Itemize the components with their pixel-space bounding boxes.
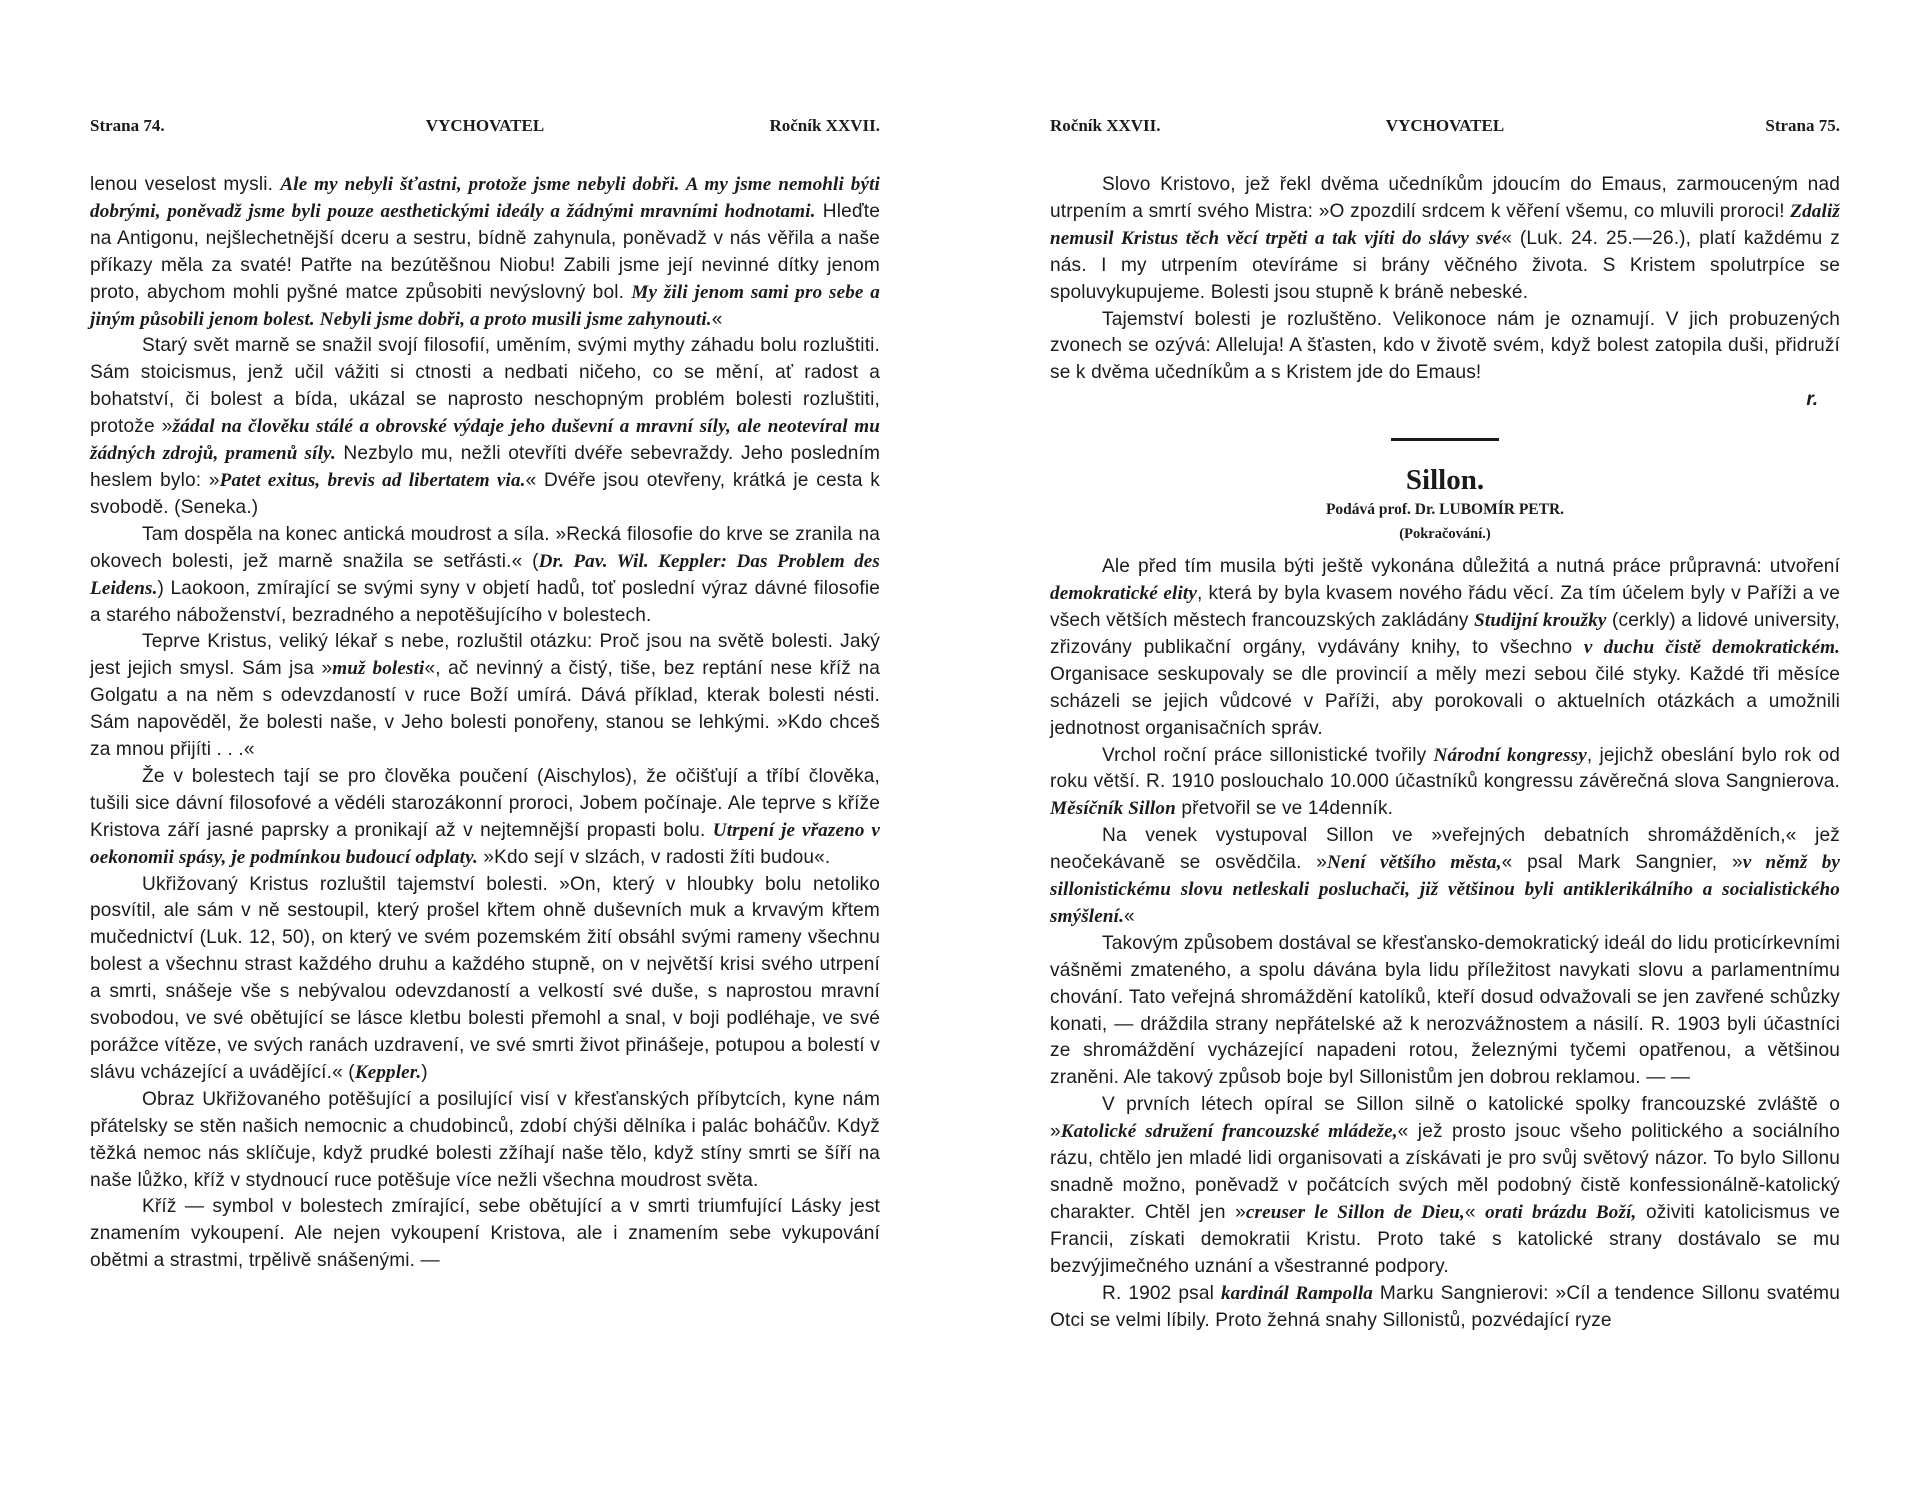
paragraph bbox=[1050, 931, 1840, 1092]
text-run: , jejichž obeslání bylo rok od roku větší. R. 1910 poslouchalo 10.000 účastníků kongressu závěrečná slova Sangnierova. bbox=[1050, 744, 1841, 793]
text-run: « (Luk. 24. 25.—26.), platí každému z nás. I my utrpením otevíráme si brány věčného života. S Kristem spolutrpíce se spoluvykupujeme. Bolesti jsou stupně k bráně nebeské. bbox=[1050, 227, 1840, 303]
paragraph bbox=[1050, 823, 1840, 931]
emphasis-text: Keppler. bbox=[354, 1061, 422, 1083]
emphasis-text: creuser le Sillon de Dieu, bbox=[1245, 1201, 1465, 1223]
text-run: Že v bolestech tají se pro člověka poučení (Aischylos), že očišťují a tříbí člověka, tušili sice dávní filosofové a vědéli starozákonní proroci, Jobem počínaje. Ale teprve s kříže Kristova září jasné paprsky a pronikají až v nejtemnější propasti bolu. bbox=[90, 765, 880, 841]
paragraph bbox=[90, 764, 880, 872]
text-run: Slovo Kristovo, jež řekl dvěma učedníkům jdoucím do Emaus, zarmouceným nad utrpením a smrtí svého Mistra: »O zpozdilí srdcem k věření všemu, co mluvili proroci! bbox=[1050, 174, 1840, 222]
emphasis-text: kardinál Rampolla bbox=[1220, 1282, 1373, 1304]
emphasis-text: v duchu čistě demokratickém. bbox=[1583, 636, 1841, 658]
emphasis-text: Národní kongressy bbox=[1433, 744, 1587, 766]
emphasis-text: Ale my nebyli šťastni, protože jsme nebyli dobři. A my jsme nemohli býti dobrými, poněvadž jsme byli pouze aesthetickými ideály a žádnými mravními hodnotami. bbox=[90, 174, 880, 222]
paragraph bbox=[1050, 554, 1840, 742]
section-title: Sillon. bbox=[1405, 464, 1485, 497]
section-divider bbox=[1391, 438, 1499, 441]
emphasis-text: Patet exitus, brevis ad libertatem via. bbox=[219, 469, 526, 491]
paragraph bbox=[1050, 172, 1840, 307]
emphasis-text: Není většího města, bbox=[1327, 852, 1502, 874]
text-run: « bbox=[1464, 1201, 1486, 1223]
emphasis-text: My žili jenom sami pro sebe a jiným působili jenom bolest. Nebyli jsme dobři, a proto musili jsme zahynouti. bbox=[90, 281, 880, 330]
right-page-number: Strana 75. bbox=[1765, 116, 1840, 135]
text-run: «, ač nevinný a čistý, tiše, bez reptání nese kříž na Golgatu a na něm s odevzdaností v ruce Boží umírá. Dává příklad, kterak bolesti nésti. Sám napověděl, že bolesti naše, v Jeho bolesti ponořeny, stanou se lehkými. »Kdo chceš za mnou přijíti . . .« bbox=[90, 658, 880, 761]
paragraph bbox=[90, 172, 880, 333]
paragraph bbox=[90, 1087, 880, 1195]
text-run: ) bbox=[421, 1061, 428, 1083]
paragraph bbox=[1050, 1092, 1840, 1280]
paragraph bbox=[90, 1194, 880, 1275]
text-run: Takovým způsobem dostával se křesťansko-demokratický ideál do lidu proticírkevními vášněmi zmateného, a spolu dávána byla lidu příležitost navykati slovu a parlamentnímu chování. Tato veřejná shromáždění katolíků, kteří dosud odvažovali se jen zavřené schůzky konati, — dráždila strany nepřátelské až k nerozvážnostem a násilí. R. 1903 byli účastníci ze shromáždění vycházející napadeni rotou, železnými tyčemi opatřenou, a většinou zraněni. Ale takový způsob boje byl Sillonistům jen dobrou reklamou. — — bbox=[1050, 932, 1840, 1089]
emphasis-text: Měsíčník Sillon bbox=[1050, 798, 1176, 820]
text-run: Ale před tím musila býti ještě vykonána důležitá a nutná práce průpravná: utvoření bbox=[1102, 556, 1840, 578]
emphasis-text: Utrpení je vřazeno v oekonomii spásy, je podmínkou budoucí odplaty. bbox=[90, 819, 880, 868]
text-run: , která by byla kvasem nového řádu věcí. Za tím účelem byly v Paříži a ve všech větších městech francouzských zakládány bbox=[1050, 583, 1840, 631]
text-run: Kříž — symbol v bolestech zmírající, sebe obětující a v smrti triumfující Lásky jest znamením vykoupení. Ale nejen vykoupení Kristova, ale i znamením sebe vykupování obětmi a strastmi, trpělivě snášenými. — bbox=[90, 1196, 880, 1272]
emphasis-text: Zdaliž nemusil Kristus těch věcí trpěti a tak vjíti do slávy své bbox=[1050, 200, 1840, 249]
emphasis-text: demokratické elity bbox=[1050, 583, 1197, 605]
emphasis-text: Dr. Pav. Wil. Keppler: Das Problem des Leidens. bbox=[90, 550, 880, 599]
text-run: Hleďte na Antigonu, nejšlechetnější dceru a sestru, bídně zahynula, poněvadž v nás věřila a naše příkazy měla za svaté! Patřte na bezútěšnou Niobu! Zabili jsme její nevinné dítky jenom proto, abychom mohli pyšné matce způsobiti nevýslovný bol. bbox=[90, 200, 880, 303]
signature: r. bbox=[1806, 389, 1818, 411]
paragraph bbox=[1050, 743, 1840, 824]
text-run: Nezbylo mu, nežli otevříti dvéře sebevraždy. Jeho posledním heslem bylo: » bbox=[90, 443, 880, 491]
paragraph bbox=[1050, 1281, 1840, 1335]
emphasis-text: žádal na člověku stálé a obrovské výdaje jeho duševní a mravní síly, ale neotevíral mu žádných zdrojů, pramenů síly. bbox=[90, 416, 880, 465]
text-run: Starý svět marně se snažil svojí filosofií, uměním, svými mythy záhadu bolu rozluštiti. Sám stoicismus, jenž učil vážiti si ctnosti a nedbati ničeho, co se mění, ať radost a bohatství, či bolest a bída, ukázal se naprosto neschopným problém bolesti rozluštiti, protože » bbox=[90, 335, 880, 438]
right-page bbox=[1050, 0, 1840, 1501]
text-run: Obraz Ukřižovaného potěšující a posilující visí v křesťanských příbytcích, kyne nám přátelsky se stěn našich nemocnic a chudobinců, zdobí chýši dělníka i palác boháčův. Když těžká nemoc nás sklíčuje, když prudké bolesti zžíhají naše tělo, když stíny smrti se šíří na naše lůžko, kříž v stydnoucí ruce potěšuje více nežli všechna moudrost světa. bbox=[90, 1088, 880, 1191]
right-top-paragraphs bbox=[1050, 172, 1840, 387]
left-page-body bbox=[90, 172, 880, 1275]
text-run: « psal Mark Sangnier, » bbox=[1501, 852, 1743, 874]
section-continued-note: (Pokračování.) bbox=[1399, 526, 1491, 543]
left-page-header bbox=[90, 116, 880, 142]
paragraph bbox=[90, 522, 880, 630]
section-byline: Podává prof. Dr. LUBOMÍR PETR. bbox=[1325, 501, 1565, 519]
text-run: lenou veselost mysli. bbox=[90, 174, 281, 195]
text-run: Ukřižovaný Kristus rozluštil tajemství bolesti. »On, který v hloubky bolu netoliko posvítil, ale sám v ně sestoupil, který prošel křtem ohně duševních muk a krvavým křtem mučednictví (Luk. 12, 50), on který ve svém pozemském žití obsáhl svými rameny všechnu bolest a všechnu strast každého druhu a každého stupně, on v největší krisi svého utrpení a smrti, snášeje vše s nebývalou odevzdaností a velkostí své duše, s naprostou mravní svobodou, ve své obětující se lásce kletbu bolesti přemohl a snal, v boji podléhaje, ve své porážce vítěze, ve svých ranách uzdravení, ve své smrti život přinášeje, potupou a bolestí v slávu vcházející a uvádějící.« ( bbox=[90, 873, 880, 1083]
paragraph bbox=[90, 629, 880, 764]
right-volume: Ročník XXVII. bbox=[1050, 116, 1161, 135]
emphasis-text: orati brázdu Boží, bbox=[1485, 1201, 1637, 1223]
right-journal-title: VYCHOVATEL bbox=[1385, 116, 1505, 135]
text-run: Organisace seskupovaly se dle provincií a měly mezi sebou čilé styky. Každé tři měsíce scházeli se jejich vůdcové v Paříži, aby porokovali o aktuelních otázkách a umožnili jednotnost organisačních správ. bbox=[1050, 663, 1840, 739]
text-run: »Kdo sejí v slzách, v radosti žíti budou«. bbox=[477, 846, 831, 868]
left-page-number: Strana 74. bbox=[90, 116, 165, 135]
text-run: Marku Sangnierovi: »Cíl a tendence Sillonu svatému Otci se velmi líbily. Proto žehná snahy Sillonistů, pozvédající ryze bbox=[1050, 1282, 1840, 1331]
emphasis-text: v němž by sillonistickému slovu netleskali posluchači, již většinou byli antiklerikálního a socialistického smýšlení. bbox=[1050, 852, 1841, 927]
text-run: « bbox=[1124, 905, 1135, 927]
text-run: « bbox=[711, 308, 723, 330]
text-run: Tam dospěla na konec antická moudrost a síla. »Recká filosofie do krve se zranila na okovech bolesti, jež marně snažila se setřásti.« ( bbox=[90, 523, 880, 572]
left-journal-title: VYCHOVATEL bbox=[425, 116, 545, 135]
emphasis-text: muž bolesti bbox=[332, 658, 425, 680]
right-page-header bbox=[1050, 116, 1840, 142]
text-run: Vrchol roční práce sillonistické tvořily bbox=[1102, 744, 1434, 766]
text-run: Na venek vystupoval Sillon ve »veřejných debatních shromážděních,« jež neočekávaně se osvědčila. » bbox=[1050, 825, 1840, 874]
paragraph bbox=[90, 872, 880, 1087]
text-run: V prvních létech opíral se Sillon silně o katolické spolky francouzské zvláště o » bbox=[1050, 1094, 1840, 1143]
emphasis-text: Studijní kroužky bbox=[1474, 609, 1607, 631]
text-run: Tajemství bolesti je rozluštěno. Velikonoce nám je oznamují. V jich probuzených zvonech se ozývá: Alleluja! A šťasten, kdo v životě svém, když bolest zatopila duši, přidruží se k dvěma učedníkům a s Kristem jde do Emaus! bbox=[1050, 308, 1840, 384]
emphasis-text: Katolické sdružení francouzské mládeže, bbox=[1060, 1121, 1398, 1143]
text-run: « jež prosto jsouc všeho politického a sociálního rázu, chtělo jen mladé lidi organisovati a získávati je pro svůj světový názor. To bylo Sillonu snadně možno, poněvadž v počátcích svých měl podobný čistě konfessionálně-katolický charakter. Chtěl jen » bbox=[1050, 1121, 1840, 1223]
text-run: (cerkly) a lidové university, zřizovány publikační orgány, vydávány knihy, to všechno bbox=[1050, 609, 1840, 658]
left-volume: Ročník XXVII. bbox=[769, 116, 880, 135]
text-run: R. 1902 psal bbox=[1102, 1282, 1221, 1304]
text-run: přetvořil se ve 14denník. bbox=[1175, 798, 1394, 820]
right-page-body bbox=[1050, 172, 1840, 1334]
paragraph bbox=[1050, 307, 1840, 388]
text-run: « Dvéře jsou otevřeny, krátká je cesta k svobodě. (Seneka.) bbox=[90, 469, 880, 518]
text-run: oživiti katolicismus ve Francii, získati demokratii Kristu. Proto také s katolické strany dostávalo se mu bezvýjimečného uznání a všestranné podpory. bbox=[1050, 1201, 1840, 1277]
text-run: Teprve Kristus, veliký lékař s nebe, rozluštil otázku: Proč jsou na světě bolesti. Jaký jest jejich smysl. Sám jsa » bbox=[90, 631, 880, 680]
left-page bbox=[90, 0, 880, 1501]
text-run: ) Laokoon, zmírající se svými syny v objetí hadů, toť poslední výraz dávné filosofie a starého náboženství, bezradného a nepotěšujícího v bolestech. bbox=[90, 577, 880, 626]
section-paragraphs bbox=[1050, 554, 1840, 1334]
paragraph bbox=[90, 333, 880, 521]
